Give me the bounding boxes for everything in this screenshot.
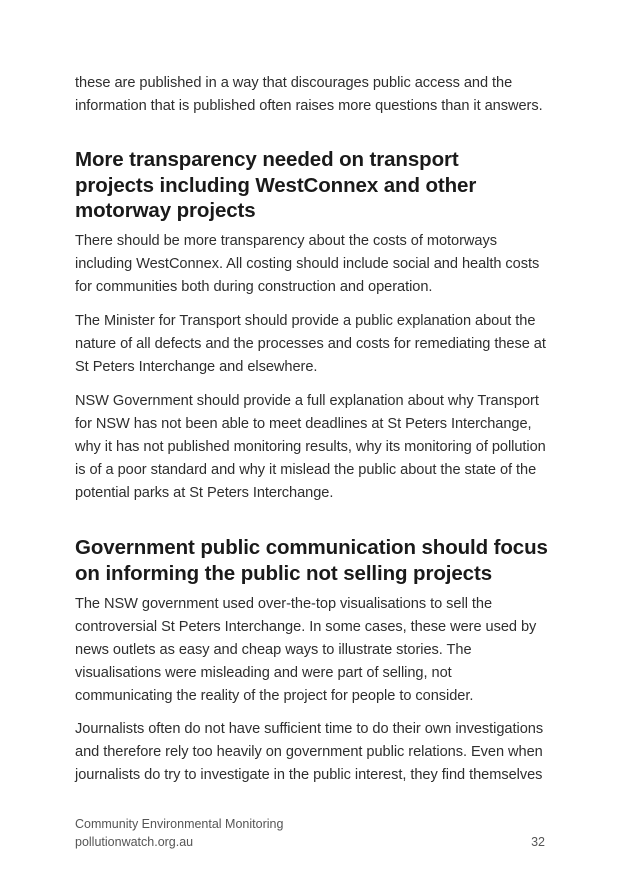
footer-website: pollutionwatch.org.au	[75, 835, 194, 849]
paragraph-minister-defects: The Minister for Transport should provide a public explanation about the nature of all defects and the processes and costs for remediating these at St Peters Interchange and elsewhere.	[75, 313, 546, 375]
intro-paragraph: these are published in a way that discourages public access and the information that is published often raises more questions than it answers.	[75, 75, 543, 114]
footer-organisation-name: Community Environmental Monitoring	[75, 817, 284, 831]
section-heading-transparency: More transparency needed on transport projects including WestConnex and other motorway projects	[75, 148, 477, 222]
paragraph-motorway-costs: There should be more transparency about the costs of motorways including WestConnex. All costing should include social and health costs for communities both during construction and operation.	[75, 233, 540, 295]
section-heading-communication: Government public communication should focus on informing the public not selling projects	[75, 536, 548, 585]
paragraph-nsw-explanation: NSW Government should provide a full explanation about why Transport for NSW has not been able to meet deadlines at St Peters Interchange, why it has not published monitoring results, why its monitoring of pollution is of a poor standard and why it mislead the public about the state of the potential parks at St Peters Interchange.	[75, 393, 546, 501]
footer-organisation	[75, 815, 283, 851]
paragraph-visualisations: The NSW government used over-the-top visualisations to sell the controversial St Peters Interchange. In some cases, these were used by news outlets as easy and cheap ways to illustrate stories. The visualisations were misleading and were part of selling, not communicating the reality of the project for people to consider.	[75, 596, 537, 704]
page-number: 32	[531, 835, 545, 849]
paragraph-journalists: Journalists often do not have sufficient time to do their own investigations and therefore rely too heavily on government public relations. Even when journalists do try to investigate in the public interest, they find themselves	[75, 721, 544, 783]
